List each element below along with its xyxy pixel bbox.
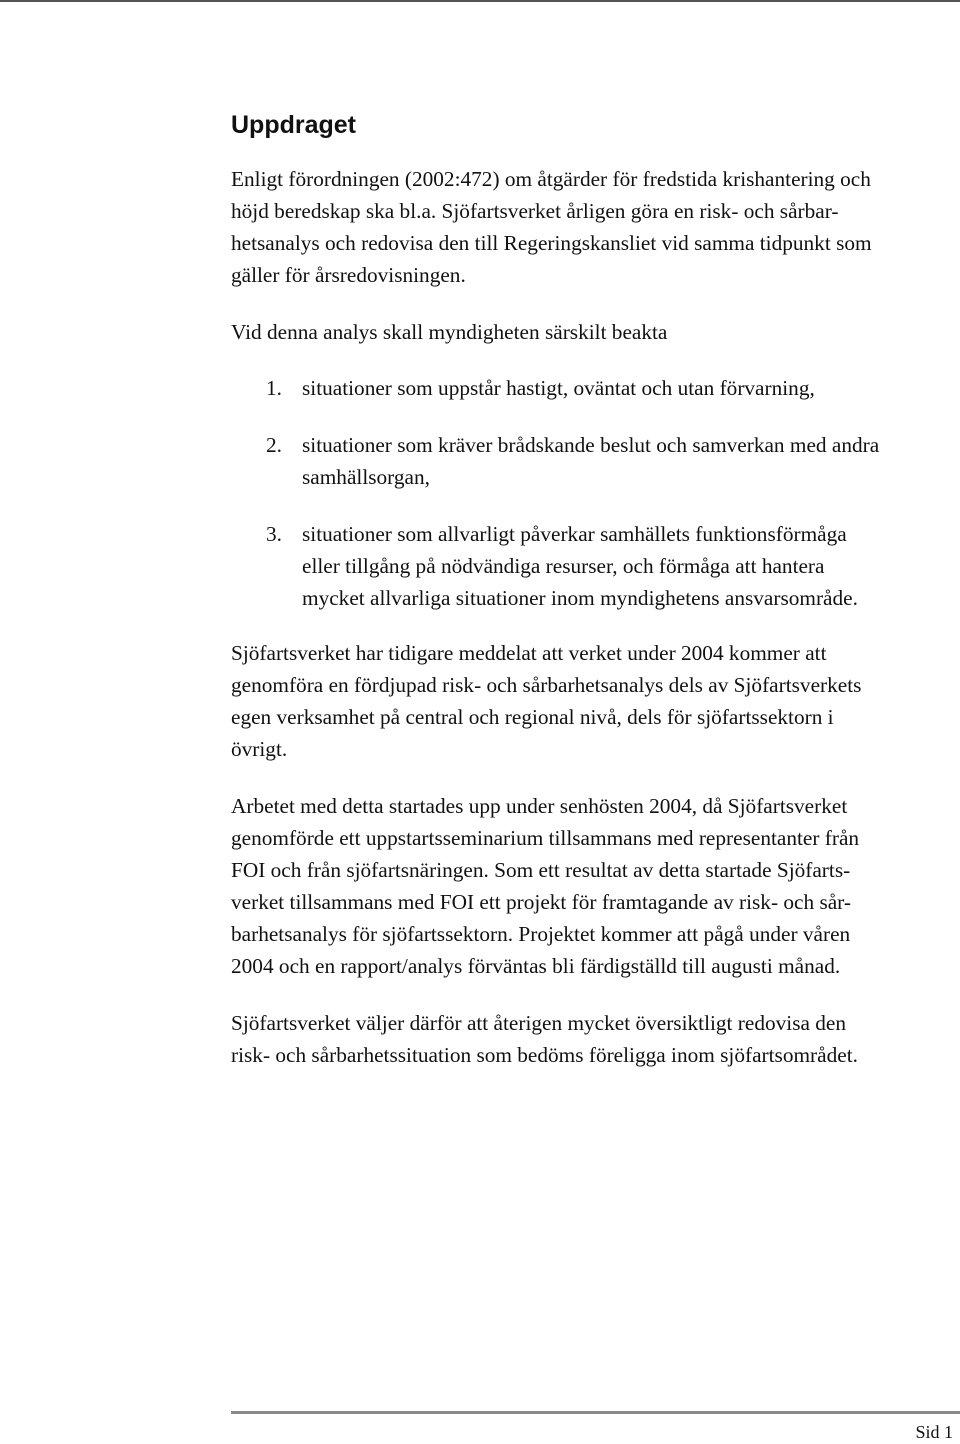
list-item-text <box>302 429 879 493</box>
paragraph-line: risk- och sårbarhetssituation som bedöms föreligga inom sjöfartsområdet. <box>231 1043 858 1067</box>
paragraph-line: Sjöfartsverket väljer därför att återigen mycket översiktligt redovisa den <box>231 1011 847 1035</box>
paragraph-line: barhetsanalys för sjöfartssektorn. Projektet kommer att pågå under våren <box>231 922 851 946</box>
list-line: eller tillgång på nödvändiga resurser, och förmåga att hantera <box>302 554 825 578</box>
work-paragraph <box>231 790 960 982</box>
list-item-text <box>302 372 815 404</box>
paragraph-line: 2004 och en rapport/analys förväntas bli färdigställd till augusti månad. <box>231 954 841 978</box>
list-number: 3. <box>266 522 282 546</box>
top-divider <box>0 0 960 2</box>
paragraph-line: FOI och från sjöfartsnäringen. Som ett resultat av detta startade Sjöfarts- <box>231 858 851 882</box>
paragraph-line: genomförde ett uppstartsseminarium tillsammans med representanter från <box>231 826 860 850</box>
page-number: Sid 1 <box>915 1422 953 1442</box>
list-line: situationer som uppstår hastigt, oväntat och utan förvarning, <box>302 376 815 400</box>
list-line: samhällsorgan, <box>302 465 430 489</box>
intro-paragraph <box>231 163 960 291</box>
paragraph-line: övrigt. <box>231 737 288 761</box>
paragraph-line: Sjöfartsverket har tidigare meddelat att verket under 2004 kommer att <box>231 641 827 665</box>
choice-paragraph <box>231 1007 960 1071</box>
list-line: situationer som allvarligt påverkar samhällets funktionsförmåga <box>302 522 847 546</box>
paragraph-line: verket tillsammans med FOI ett projekt för framtagande av risk- och sår- <box>231 890 851 914</box>
consider-paragraph <box>231 316 960 348</box>
list-line: situationer som kräver brådskande beslut och samverkan med andra <box>302 433 880 457</box>
paragraph-line: Enligt förordningen (2002:472) om åtgärder för fredstida krishantering och <box>231 167 871 191</box>
list-line: mycket allvarliga situationer inom myndighetens ansvarsområde. <box>302 586 858 610</box>
footer-divider <box>231 1411 960 1414</box>
paragraph-line: höjd beredskap ska bl.a. Sjöfartsverket årligen göra en risk- och sårbar- <box>231 199 839 223</box>
page-title: Uppdraget <box>231 111 356 139</box>
paragraph-line: hetsanalys och redovisa den till Regeringskansliet vid samma tidpunkt som <box>231 231 872 255</box>
list-number: 1. <box>266 376 282 400</box>
paragraph-line: Vid denna analys skall myndigheten särskilt beakta <box>231 320 668 344</box>
paragraph-line: Arbetet med detta startades upp under senhösten 2004, då Sjöfartsverket <box>231 794 848 818</box>
list-item-text <box>302 518 858 614</box>
paragraph-line: egen verksamhet på central och regional nivå, dels för sjöfartssektorn i <box>231 705 834 729</box>
list-number: 2. <box>266 433 282 457</box>
paragraph-line: gäller för årsredovisningen. <box>231 263 466 287</box>
plan-paragraph <box>231 637 960 765</box>
paragraph-line: genomföra en fördjupad risk- och sårbarhetsanalys dels av Sjöfartsverkets <box>231 673 862 697</box>
